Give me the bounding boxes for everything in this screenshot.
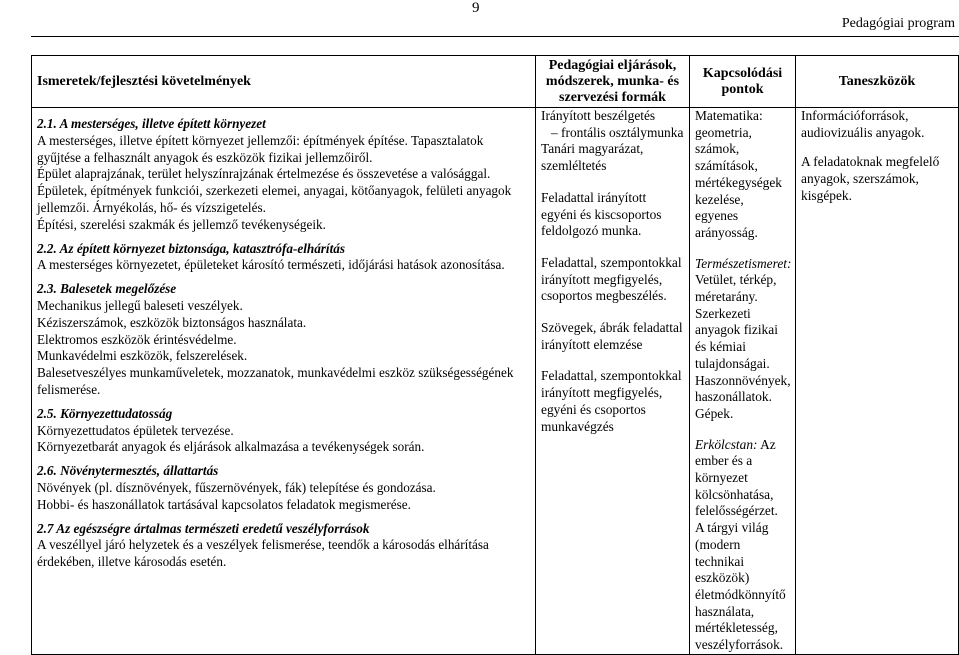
section-title: 2.5. Környezettudatosság [37,405,173,421]
section-line: Környezetbarát anyagok és eljárások alkalmazása a tevékenységek során. [37,439,425,455]
connection-item: Matematika: geometria, számok, számítások, mértékegységek kezelése, egyenes arányosság. [695,108,782,240]
subject-label: Erkölcstan: [695,436,758,452]
tools-cell [796,108,959,655]
page-number: 9 [472,0,480,16]
header-rule [31,36,959,37]
header-methods: Pedagógiai eljárások, módszerek, munka- és szervezési formák [536,56,690,108]
section-title: 2.2. Az épített környezet biztonsága, katasztrófa-elhárítás [37,240,345,256]
section-title: 2.1. A mesterséges, illetve épített környezet [37,116,266,131]
section-title: 2.7 Az egészségre ártalmas természeti eredetű veszélyforrások [37,520,370,536]
section-line: A veszéllyel járó helyzetek és a veszélyek felismerése, teendők a károsodás elhárítása érdekében, illetve károsodás esetén. [37,537,489,570]
tool-item: Információforrások, audiovizuális anyagok. [801,108,925,140]
methods-cell [536,108,690,655]
section-plants-animals [37,463,527,513]
subject-label: Természetismeret: [695,255,792,271]
section-line: A mesterséges környezetet, épületeket károsító természeti, időjárási hatások azonosítása. [37,257,505,273]
curriculum-table [31,55,959,655]
tool-item: A feladatoknak megfelelő anyagok, szerszámok, kisgépek. [801,154,940,203]
method-item: Feladattal, szempontokkal irányított megfigyelés, egyéni és csoportos munkavégzés [541,368,682,434]
section-line: Épületek, építmények funkciói, szerkezeti elemei, anyagai, kötőanyagok, felületi anyagok jellemzői. Árnyékolás, hő- és vízszigetelés. [37,183,512,215]
header-requirements: Ismeretek/fejlesztési követelmények [32,56,536,108]
header-connections: Kapcsolódási pontok [690,56,796,108]
connection-text: A tárgyi világ (modern technikai eszközök) életmódkönnyítő használata, mértékletesség, veszélyforrások. [695,520,786,653]
section-safety [37,241,527,275]
section-built-environment [37,116,527,234]
section-line: Környezettudatos épületek tervezése. [37,422,234,438]
connection-item [695,437,790,654]
section-natural-hazards [37,521,527,571]
section-title: 2.3. Balesetek megelőzése [37,281,177,297]
section-line: Balesetveszélyes munkaműveletek, mozzanatok, munkavédelmi eszköz szükségességének felismerése. [37,365,514,397]
section-line: Munkavédelmi eszközök, felszerelések. [37,348,248,364]
section-accident-prevention [37,281,527,399]
table-row [32,108,959,655]
requirements-cell [32,108,536,655]
table-header-row [32,56,959,108]
connection-text: Az ember és a környezet kölcsönhatása, felelősségérzet. [695,436,778,519]
running-head: Pedagógiai program [841,16,955,31]
method-text: Irányított beszélgetés [541,108,656,123]
section-line: Növények (pl. dísznövények, fűszernövények, fák) telepítése és gondozása. [37,479,436,495]
connection-item [695,256,790,423]
method-text: Tanári magyarázat, szemléltetés [541,141,644,174]
method-item: Feladattal, szempontokkal irányított megfigyelés, csoportos megbeszélés. [541,254,682,304]
connections-cell [690,108,796,655]
section-line: Kéziszerszámok, eszközök biztonságos használata. [37,314,307,330]
section-environmental-awareness [37,406,527,456]
header-tools: Taneszközök [796,56,959,108]
method-item: Szövegek, ábrák feladattal irányított elemzése [541,320,683,352]
section-line: Hobbi- és haszonállatok tartásával kapcsolatos feladatok megismerése. [37,496,411,512]
section-title: 2.6. Növénytermesztés, állattartás [37,463,219,479]
section-line: Építési, szerelési szakmák és jellemző tevékenységeik. [37,216,326,232]
method-item [541,108,684,175]
section-line: Mechanikus jellegű baleseti veszélyek. [37,297,243,313]
method-subitem: – frontális osztálymunka [551,124,684,140]
section-line: Épület alaprajzának, terület helyszínrajzának értelmezése és összevetése a valósággal. [37,166,491,182]
section-line: Elektromos eszközök érintésvédelme. [37,331,237,347]
method-item: Feladattal irányított egyéni és kiscsoportos feldolgozó munka. [541,189,662,239]
connection-text: Vetület, térkép, méretarány. Szerkezeti anyagok fizikai és kémiai tulajdonságai. Haszonnövények, haszonállatok. Gépek. [695,272,791,421]
section-line: A mesterséges, illetve épített környezet jellemzői: építmények építése. Tapasztalatok gyűjtése a felhasznált anyagok és eszközök fizikai jellemzőiről. [37,132,484,165]
